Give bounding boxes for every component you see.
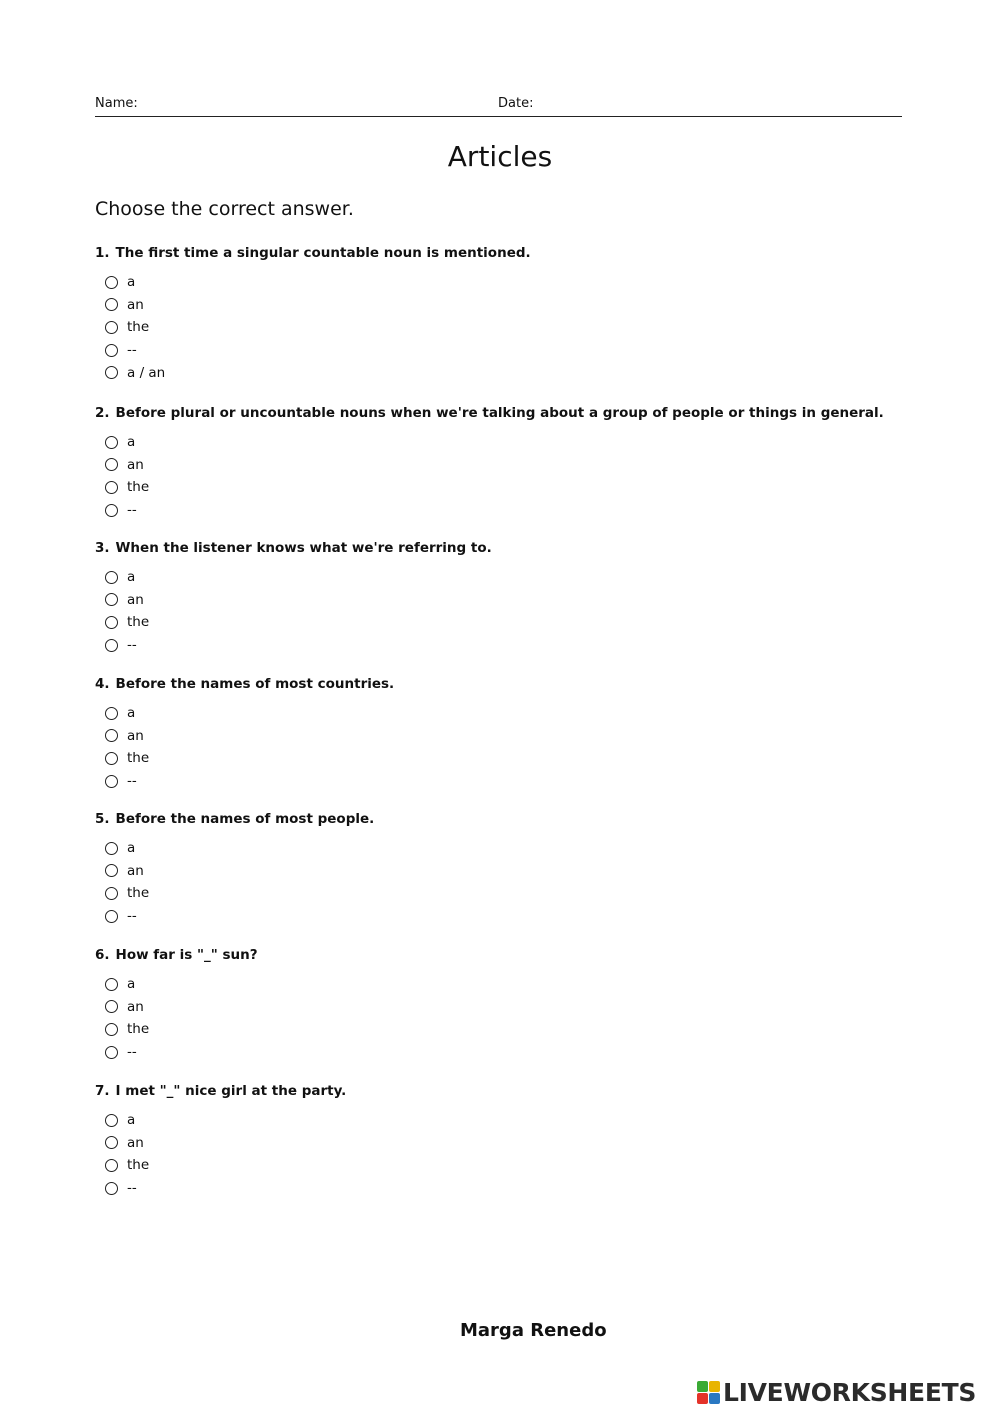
option-an[interactable] (95, 589, 925, 612)
option-an[interactable] (95, 996, 925, 1019)
question-text (95, 1083, 925, 1109)
question-2 (95, 405, 925, 521)
question-text (95, 947, 925, 973)
radio-button[interactable] (105, 481, 118, 494)
option-label: the (127, 479, 150, 496)
question-5 (95, 811, 925, 927)
radio-button[interactable] (105, 504, 118, 517)
option-label: a (127, 840, 136, 857)
option-label: -- (127, 1180, 137, 1197)
option-none[interactable] (95, 770, 925, 793)
option-label: a (127, 705, 136, 722)
option-a[interactable] (95, 431, 925, 454)
radio-button[interactable] (105, 1182, 118, 1195)
option-the[interactable] (95, 747, 925, 770)
radio-button[interactable] (105, 321, 118, 334)
name-label: Name: (95, 96, 138, 111)
name-date-header (95, 96, 902, 117)
option-none[interactable] (95, 634, 925, 657)
radio-button[interactable] (105, 639, 118, 652)
option-label: -- (127, 773, 137, 790)
radio-button[interactable] (105, 458, 118, 471)
logo-square-l (697, 1381, 708, 1392)
option-label: an (127, 727, 144, 744)
option-none[interactable] (95, 1177, 925, 1200)
option-label: an (127, 998, 144, 1015)
radio-button[interactable] (105, 298, 118, 311)
option-the[interactable] (95, 316, 925, 339)
question-text (95, 540, 925, 566)
option-label: a (127, 569, 136, 586)
radio-button[interactable] (105, 1114, 118, 1127)
brand-name: LIVEWORKSHEETS (723, 1378, 977, 1407)
option-label: the (127, 1157, 150, 1174)
option-label: a (127, 434, 136, 451)
question-7 (95, 1083, 925, 1199)
radio-button[interactable] (105, 887, 118, 900)
option-a[interactable] (95, 837, 925, 860)
question-number: 1. (95, 245, 110, 261)
option-none[interactable] (95, 499, 925, 522)
logo-square-i (709, 1381, 720, 1392)
option-label: a / an (127, 364, 166, 381)
option-label: the (127, 614, 150, 631)
radio-button[interactable] (105, 571, 118, 584)
option-label: a (127, 1112, 136, 1129)
radio-button[interactable] (105, 276, 118, 289)
radio-button[interactable] (105, 978, 118, 991)
logo-square-v (697, 1393, 708, 1404)
option-an[interactable] (95, 860, 925, 883)
question-number: 5. (95, 811, 110, 827)
option-the[interactable] (95, 1154, 925, 1177)
liveworksheets-logo-icon (697, 1381, 720, 1404)
option-label: -- (127, 908, 137, 925)
question-prompt: Before plural or uncountable nouns when we're talking about a group of people or things in general. (115, 405, 884, 421)
option-a-an[interactable] (95, 361, 925, 384)
radio-button[interactable] (105, 707, 118, 720)
question-prompt: I met "_" nice girl at the party. (115, 1083, 347, 1099)
question-text (95, 405, 925, 431)
logo-square-e (709, 1393, 720, 1404)
question-number: 6. (95, 947, 110, 963)
option-the[interactable] (95, 611, 925, 634)
question-number: 2. (95, 405, 110, 421)
radio-button[interactable] (105, 436, 118, 449)
option-label: an (127, 1134, 144, 1151)
question-prompt: How far is "_" sun? (115, 947, 258, 963)
question-number: 7. (95, 1083, 110, 1099)
radio-button[interactable] (105, 616, 118, 629)
option-label: -- (127, 502, 137, 519)
radio-button[interactable] (105, 752, 118, 765)
option-none[interactable] (95, 905, 925, 928)
option-label: -- (127, 342, 137, 359)
question-1 (95, 245, 925, 384)
option-label: the (127, 319, 150, 336)
option-the[interactable] (95, 476, 925, 499)
option-an[interactable] (95, 1132, 925, 1155)
radio-button[interactable] (105, 729, 118, 742)
question-text (95, 676, 925, 702)
question-6 (95, 947, 925, 1063)
question-number: 4. (95, 676, 110, 692)
radio-button[interactable] (105, 864, 118, 877)
option-label: -- (127, 637, 137, 654)
question-prompt: Before the names of most countries. (115, 676, 395, 692)
option-a[interactable] (95, 1109, 925, 1132)
option-label: the (127, 750, 150, 767)
option-label: the (127, 885, 150, 902)
option-label: an (127, 296, 144, 313)
worksheet-title: Articles (447, 140, 553, 173)
option-label: a (127, 976, 136, 993)
option-an[interactable] (95, 454, 925, 477)
option-label: an (127, 456, 144, 473)
radio-button[interactable] (105, 344, 118, 357)
question-prompt: When the listener knows what we're referring to. (115, 540, 492, 556)
radio-button[interactable] (105, 1000, 118, 1013)
radio-button[interactable] (105, 593, 118, 606)
option-a[interactable] (95, 973, 925, 996)
option-label: the (127, 1021, 150, 1038)
radio-button[interactable] (105, 1046, 118, 1059)
option-label: an (127, 591, 144, 608)
option-an[interactable] (95, 294, 925, 317)
question-prompt: Before the names of most people. (115, 811, 375, 827)
radio-button[interactable] (105, 1159, 118, 1172)
option-none[interactable] (95, 339, 925, 362)
radio-button[interactable] (105, 842, 118, 855)
option-label: -- (127, 1044, 137, 1061)
option-label: an (127, 862, 144, 879)
question-prompt: The first time a singular countable noun is mentioned. (115, 245, 531, 261)
question-text (95, 245, 925, 271)
radio-button[interactable] (105, 775, 118, 788)
option-a[interactable] (95, 566, 925, 589)
radio-button[interactable] (105, 910, 118, 923)
option-a[interactable] (95, 271, 925, 294)
radio-button[interactable] (105, 366, 118, 379)
question-number: 3. (95, 540, 110, 556)
date-label: Date: (498, 96, 534, 111)
instructions: Choose the correct answer. (95, 198, 354, 220)
question-text (95, 811, 925, 837)
radio-button[interactable] (105, 1136, 118, 1149)
option-a[interactable] (95, 702, 925, 725)
option-the[interactable] (95, 1018, 925, 1041)
option-an[interactable] (95, 725, 925, 748)
question-3 (95, 540, 925, 656)
liveworksheets-brand (697, 1378, 976, 1407)
question-4 (95, 676, 925, 792)
option-none[interactable] (95, 1041, 925, 1064)
option-label: a (127, 274, 136, 291)
author-name: Marga Renedo (460, 1320, 607, 1341)
radio-button[interactable] (105, 1023, 118, 1036)
option-the[interactable] (95, 882, 925, 905)
